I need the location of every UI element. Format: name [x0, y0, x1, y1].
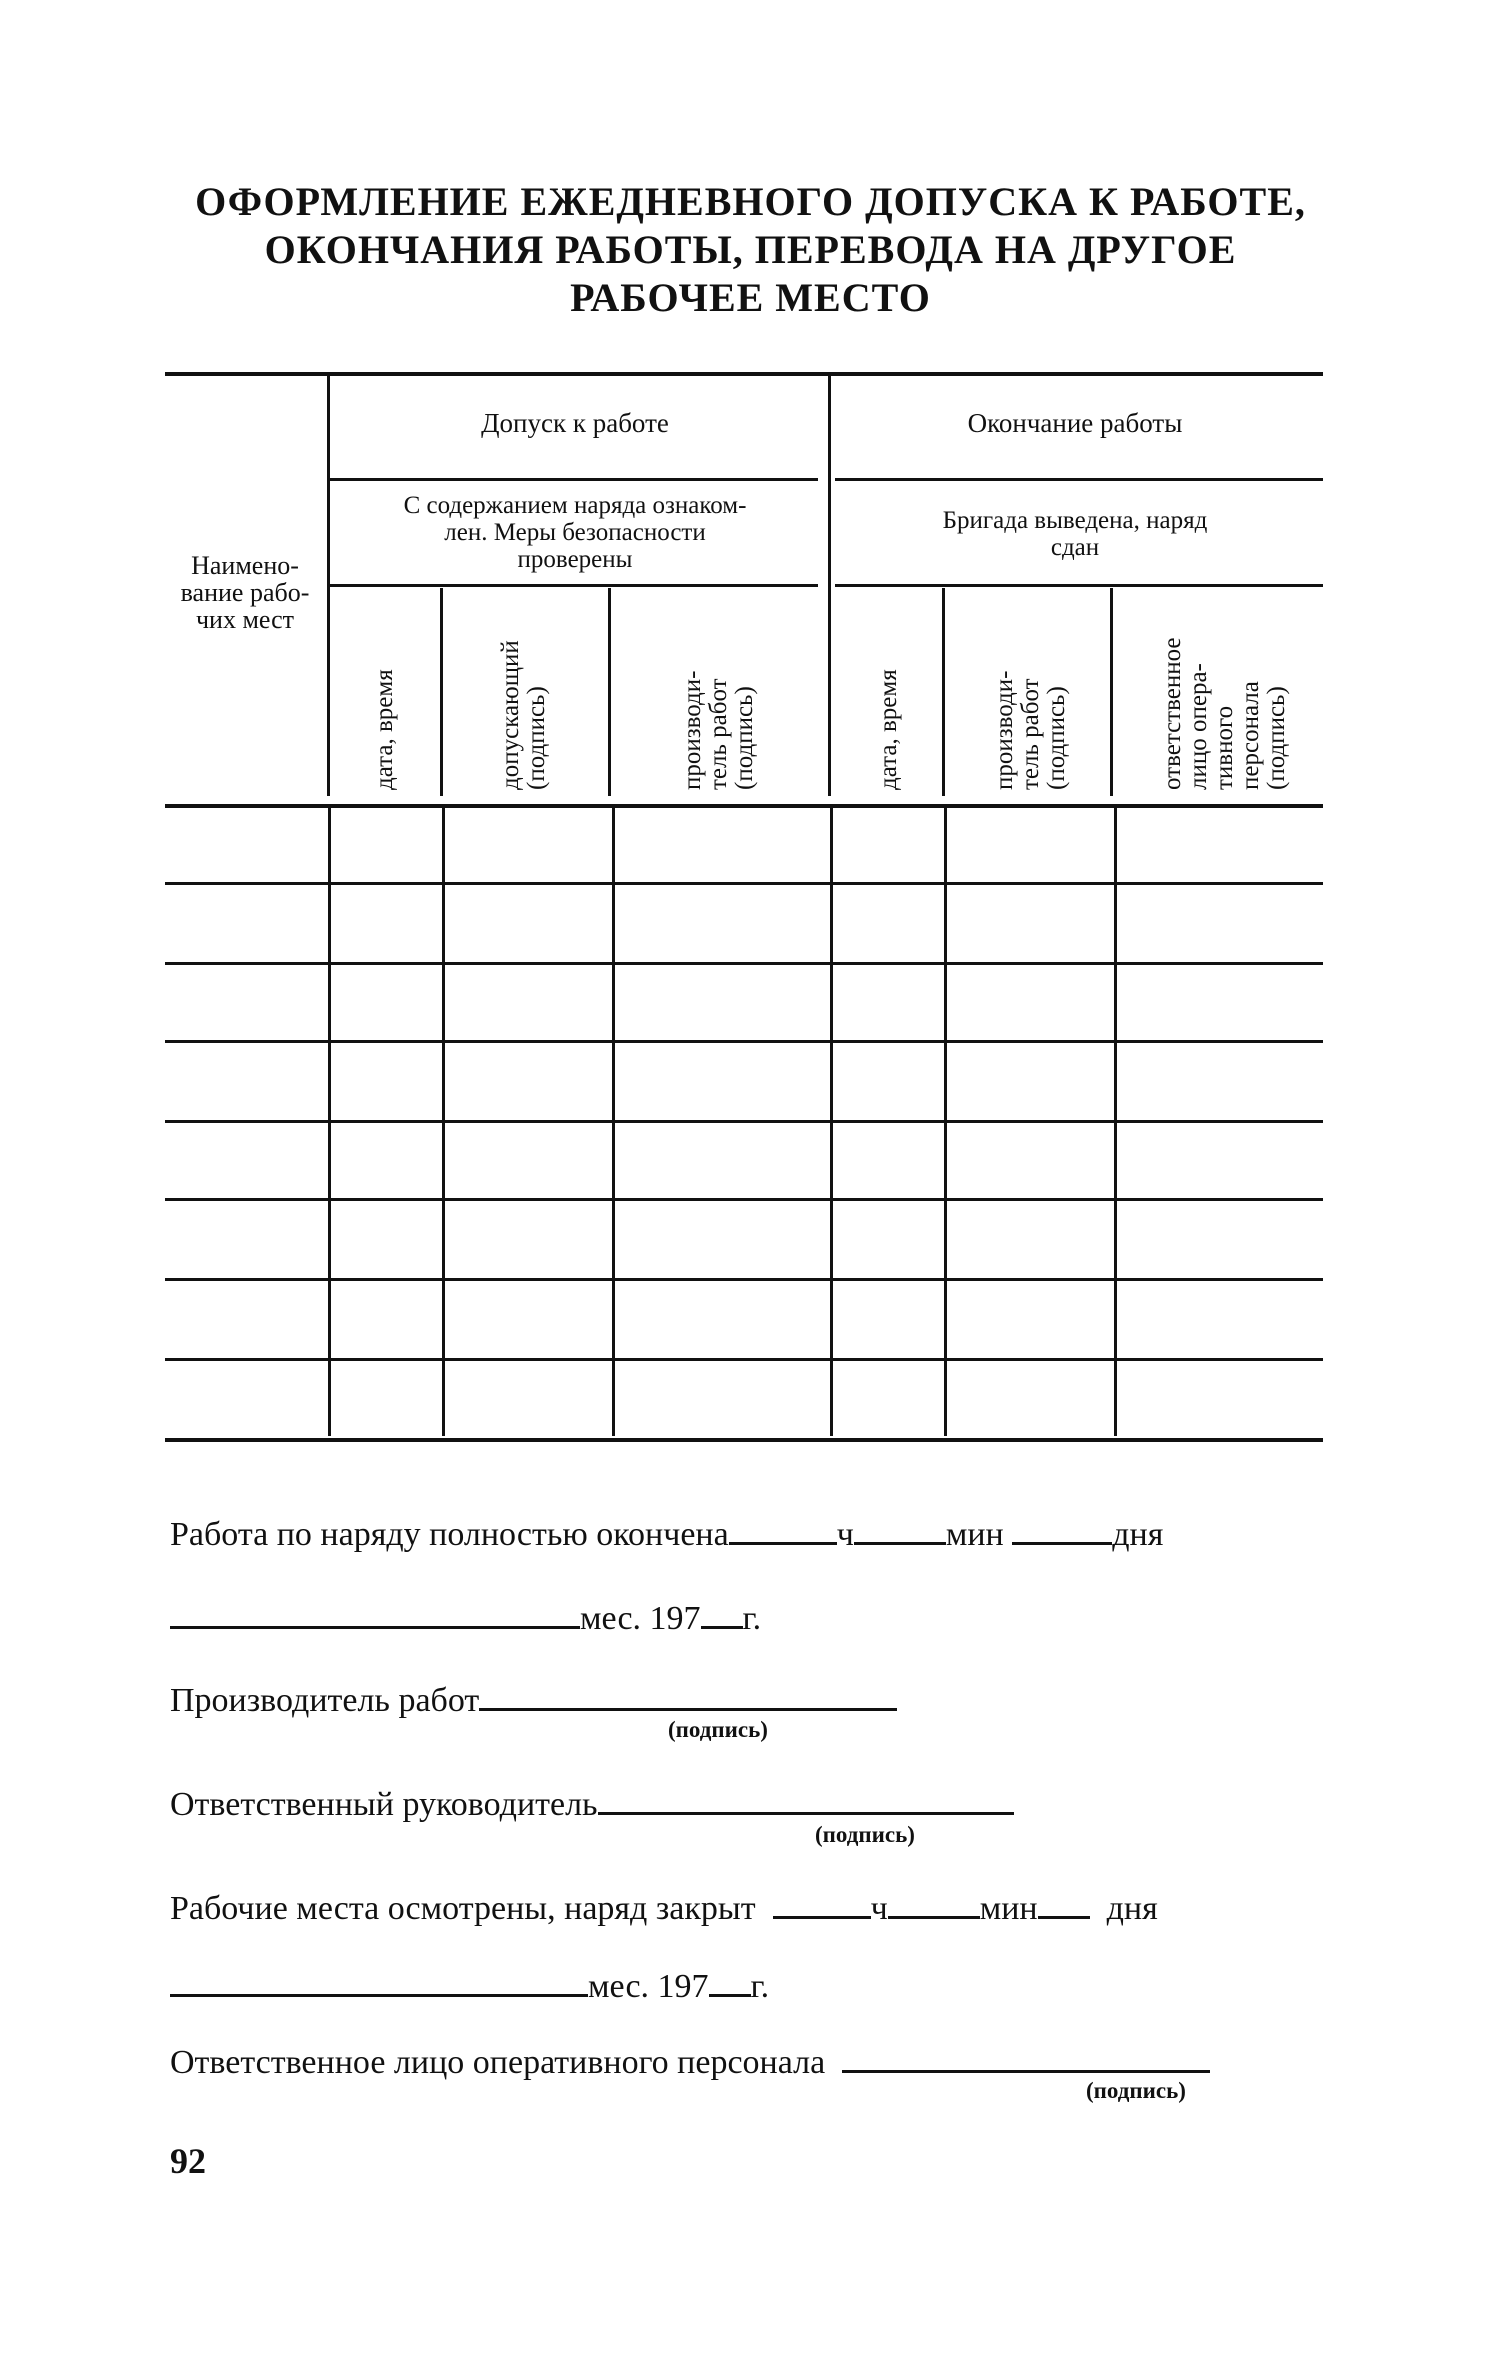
header-bottom-rule	[165, 804, 1323, 808]
day-blank-2[interactable]	[1038, 1886, 1090, 1919]
work-manager-signature-line[interactable]	[479, 1678, 897, 1711]
vline-c1	[440, 588, 443, 796]
vline-c2	[608, 588, 611, 796]
page-number: 92	[170, 2141, 206, 2181]
vline-group-split	[828, 374, 831, 796]
title-line-1: ОФОРМЛЕНИЕ ЕЖЕДНЕВНОГО ДОПУСКА К РАБОТЕ,	[195, 179, 1306, 224]
group1-sub-rule	[330, 584, 818, 587]
year-blank-2[interactable]	[709, 1964, 751, 1997]
group2-sub-rule	[835, 584, 1323, 587]
col-header-work-manager-2: производи- тель работ (подпись)	[991, 670, 1070, 790]
page-title	[0, 178, 1501, 322]
title-line-3: РАБОЧЕЕ МЕСТО	[570, 275, 931, 320]
vline-c5	[1110, 588, 1113, 796]
month-blank-1[interactable]	[170, 1596, 580, 1629]
form-line-work-manager: Производитель работ	[170, 1678, 897, 1721]
col-header-date-time-1: дата, время	[371, 669, 398, 790]
hours-blank-1[interactable]	[729, 1512, 837, 1545]
form-line-work-completed: Работа по наряду полностью окончена ч мин дня	[170, 1512, 1163, 1555]
responsible-manager-signature-line[interactable]	[598, 1782, 1014, 1815]
form-line-month-year-1: мес. 197 г.	[170, 1596, 761, 1639]
month-blank-2[interactable]	[170, 1964, 588, 1997]
table-row	[165, 1198, 1323, 1201]
table-bottom-rule	[165, 1438, 1323, 1442]
col-header-date-time-2: дата, время	[875, 669, 902, 790]
table-row	[165, 1120, 1323, 1123]
day-blank-1[interactable]	[1012, 1512, 1112, 1545]
table-row	[165, 1278, 1323, 1281]
col-header-responsible-person: ответственное лицо опера- тивного персонала (подпись)	[1159, 637, 1290, 790]
minutes-blank-1[interactable]	[854, 1512, 946, 1545]
group2-rule	[835, 478, 1323, 481]
form-line-month-year-2: мес. 197 г.	[170, 1964, 769, 2007]
group1-rule	[330, 478, 818, 481]
table-row	[165, 962, 1323, 965]
form-line-responsible-manager: Ответственный руководитель	[170, 1782, 1014, 1825]
signature-caption: (подпись)	[1086, 2078, 1186, 2103]
name-column-header: Наимено- вание рабо- чих мест	[180, 551, 310, 634]
table-row	[165, 1358, 1323, 1361]
title-line-2: ОКОНЧАНИЯ РАБОТЫ, ПЕРЕВОДА НА ДРУГОЕ	[264, 227, 1237, 272]
hours-blank-2[interactable]	[773, 1886, 871, 1919]
operative-personnel-signature-line[interactable]	[842, 2040, 1210, 2073]
signature-caption: (подпись)	[815, 1822, 915, 1847]
year-blank-1[interactable]	[701, 1596, 743, 1629]
form-line-operative-personnel: Ответственное лицо оперативного персонала	[170, 2040, 1210, 2083]
table-row	[165, 882, 1323, 885]
group2-header: Окончание работы	[967, 408, 1183, 438]
signature-caption: (подпись)	[668, 1717, 768, 1742]
group1-header: Допуск к работе	[481, 408, 669, 438]
group2-subheader: Бригада выведена, наряд сдан	[942, 507, 1208, 561]
vline-c4	[942, 588, 945, 796]
table-row	[165, 1040, 1323, 1043]
table-top-rule	[165, 372, 1323, 376]
col-header-admitting: допускающий (подпись)	[497, 640, 550, 790]
minutes-blank-2[interactable]	[888, 1886, 980, 1919]
col-header-work-manager-1: производи- тель работ (подпись)	[679, 670, 758, 790]
form-line-workplaces-inspected: Рабочие места осмотрены, наряд закрыт ч мин дня	[170, 1886, 1158, 1929]
group1-subheader: С содержанием наряда ознаком- лен. Меры безопасности проверены	[403, 492, 747, 573]
vline-name-col	[327, 374, 330, 796]
